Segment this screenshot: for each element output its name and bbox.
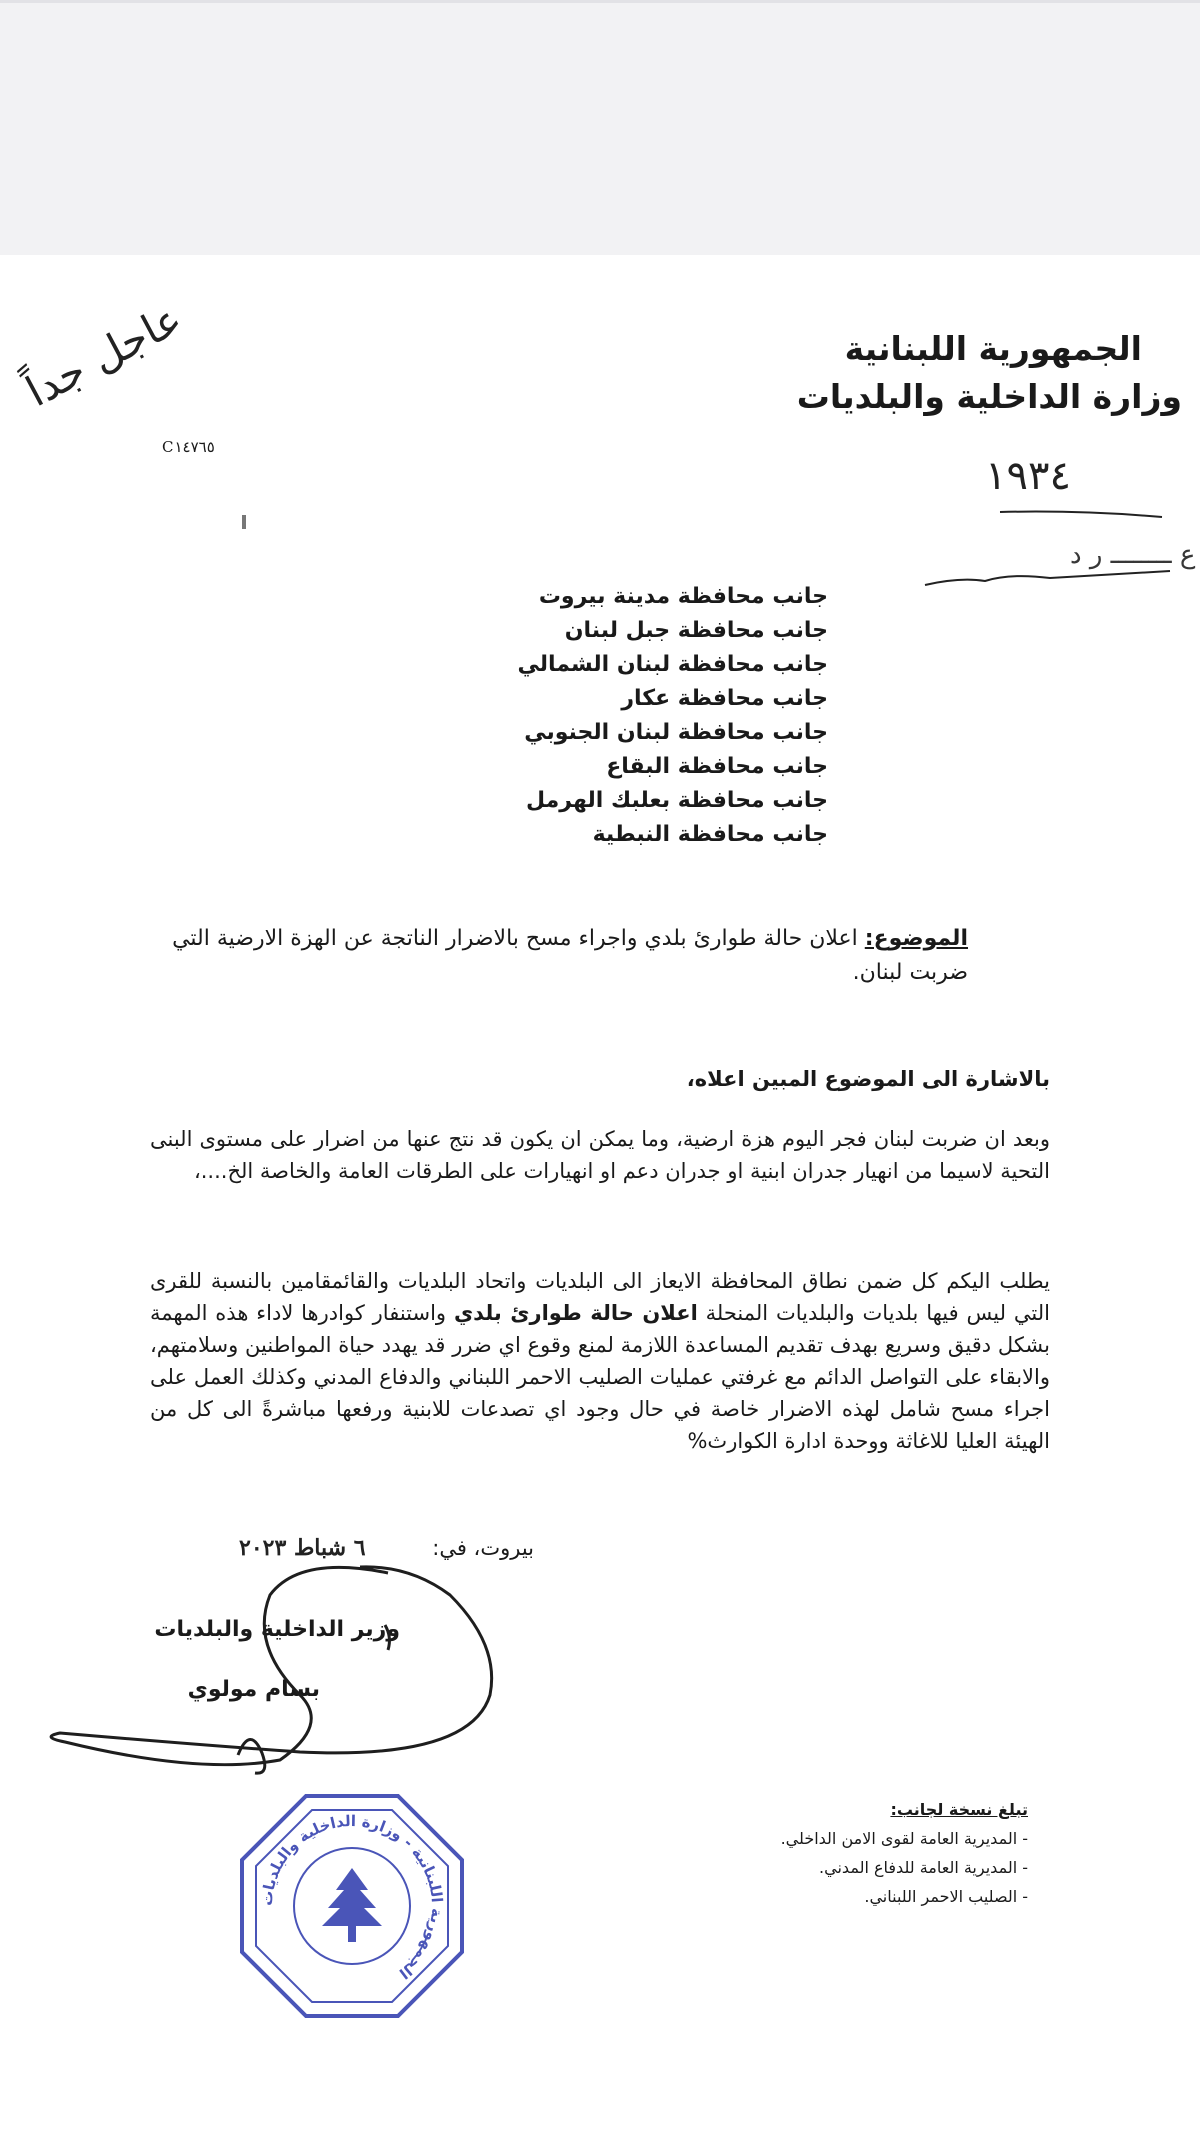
letter-page	[0, 255, 1200, 2133]
recipient-item: جانب محافظة لبنان الشمالي	[517, 652, 828, 677]
reference-code: C١٤٧٦٥	[162, 438, 215, 456]
ministry-title: وزارة الداخلية والبلديات	[796, 377, 1182, 416]
cedar-icon	[322, 1868, 382, 1942]
minister-name: بسام مولوي	[187, 1677, 320, 1702]
handwritten-date: ٦ شباط ٢٠٢٣	[239, 1535, 366, 1561]
body-paragraph-1: وبعد ان ضربت لبنان فجر اليوم هزة ارضية، وما يمكن ان يكون قد نتج عنها من اضرار على مستوى البنى التحية لاسيما من انهيار جدران ابنية او جدران دعم او انهيارات على الطرقات العامة والخاصة الخ....،	[150, 1127, 1050, 1183]
copy-recipient: - الصليب الاحمر اللبناني.	[668, 1882, 1028, 1911]
handwritten-number: ١٩٣٤	[985, 453, 1071, 499]
handwritten-code: ع ــــــــ ر د	[1070, 540, 1196, 570]
subject-label: الموضوع:	[864, 926, 968, 951]
reference-line: بالاشارة الى الموضوع المبين اعلاه،	[686, 1067, 1050, 1091]
official-stamp	[236, 1790, 468, 2022]
paragraph-2-end: واستنفار كوادرها لاداء هذه المهمة بشكل دقيق وسريع بهدف تقديم المساعدة اللازمة لمنع وقوع اي ضرر قد يهدد حياة المواطنين وسلامتهم، والابقاء على التواصل الدائم مع غرفتي عمليات الصليب الاحمر اللبناني والدفاع المدني وكذلك العمل على اجراء مسح شامل لهذه الاضرار خاصة في حال وجود اي تصدعات للابنية ورفعها مباشرةً الى كل من الهيئة العليا للاغاثة ووحدة ادارة الكوارث%	[150, 1301, 1050, 1453]
browser-top-area	[0, 0, 1200, 255]
handwritten-urgent-note: عاجل جداً	[18, 293, 190, 417]
copy-recipient: - المديرية العامة للدفاع المدني.	[668, 1853, 1028, 1882]
copies-title: تبلغ نسخة لجانب:	[890, 1800, 1028, 1819]
subject-text: اعلان حالة طوارئ بلدي واجراء مسح بالاضرار الناتجة عن الهزة الارضية التي ضربت لبنان.	[172, 926, 968, 985]
copy-recipient: - المديرية العامة لقوى الامن الداخلي.	[668, 1824, 1028, 1853]
recipient-item: جانب محافظة النبطية	[592, 822, 828, 847]
recipient-item: جانب محافظة البقاع	[606, 754, 828, 779]
stamp-text: الجمهورية اللبنانية - وزارة الداخلية والبلديات	[257, 1811, 447, 1983]
recipient-item: جانب محافظة مدينة بيروت	[538, 584, 828, 609]
emergency-declaration: اعلان حالة طوارئ بلدي	[453, 1301, 698, 1325]
place-date-label: بيروت، في:	[432, 1536, 534, 1560]
minister-title: وزير الداخلية والبلديات	[154, 1617, 400, 1642]
republic-title: الجمهورية اللبنانية	[844, 329, 1142, 368]
recipient-item: جانب محافظة لبنان الجنوبي	[524, 720, 828, 745]
copies-list	[668, 1795, 1028, 1911]
paragraph-2-start: يطلب اليكم كل ضمن نطاق المحافظة الايعاز الى البلديات واتحاد البلديات والقائمقامين بالنسبة للقرى التي ليس فيها بلديات والبلديات المنحلة	[150, 1269, 1050, 1325]
recipient-item: جانب محافظة جبل لبنان	[564, 618, 828, 643]
recipient-item: جانب محافظة بعلبك الهرمل	[526, 788, 828, 813]
recipient-item: جانب محافظة عكار	[621, 686, 828, 711]
